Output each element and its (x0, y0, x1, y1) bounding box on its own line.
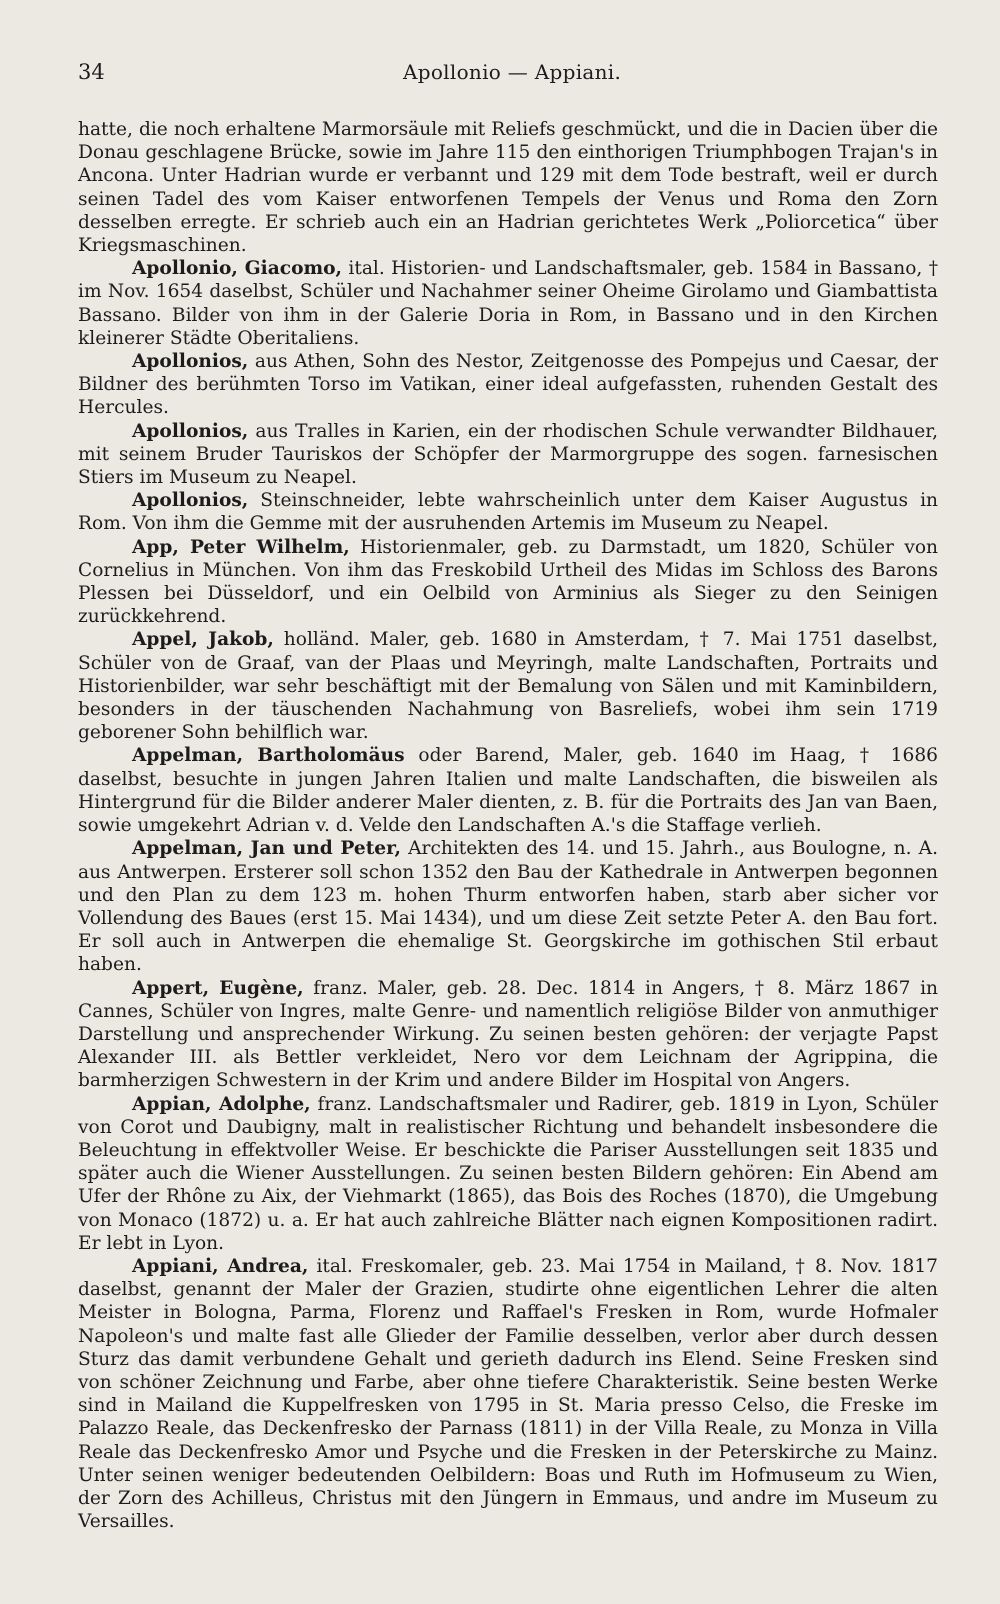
entry-headword: Apollonios, (132, 351, 249, 373)
entry-headword: Appiani, Andrea, (132, 1255, 309, 1277)
entry-apollonios-steinschneider (78, 489, 938, 535)
entry-text: oder Barend, Maler, geb. 1640 im Haag, † 1686 daselbst, besuchte in jungen Jahren Italien und malte Landschaften, die bisweilen als Hintergrund für die Bilder anderer Maler dienten, z. B. für die Portraits des Jan van Baen, sowie umgekehrt Adrian v. d. Velde den Landschaften A.'s die Staffage verlieh. (78, 745, 938, 837)
page-number: 34 (78, 60, 105, 84)
entry-apollonios-tralles (78, 420, 938, 490)
entry-headword: Appian, Adolphe, (132, 1093, 311, 1115)
entry-text: ital. Historien- und Landschaftsmaler, geb. 1584 in Bassano, † im Nov. 1654 daselbst, Schüler und Nachahmer seiner Oheime Girolamo und Giambattista Bassano. Bilder von ihm in der Galerie Doria in Rom, in Bassano und in den Kirchen kleinerer Städte Oberitaliens. (78, 258, 938, 349)
entry-headword: Appel, Jakob, (132, 629, 274, 651)
entry-headword: Appert, Eugène, (132, 977, 304, 999)
entry-text: Historienmaler, geb. zu Darmstadt, um 1820, Schüler von Cornelius in München. Von ihm das Freskobild Urtheil des Midas im Schloss des Barons Plessen bei Düsseldorf, und ein Oelbild von Arminius als Sieger zu den Seinigen zurückkehrend. (78, 536, 938, 628)
entry-headword: Apollonio, Giacomo, (132, 258, 343, 280)
entry-apollonio-giacomo (78, 257, 938, 350)
entry-text: holländ. Maler, geb. 1680 in Amsterdam, † 7. Mai 1751 daselbst, Schüler von de Graaf, van der Plaas und Meyringh, malte Landschaften, Portraits und Historienbilder, war sehr beschäftigt mit der Bemalung von Sälen und mit Kaminbildern, besonders in der täuschenden Nachahmung von Basreliefs, wobei ihm sein 1719 geborener Sohn behilflich war. (78, 629, 938, 744)
entry-text: Architekten des 14. und 15. Jahrh., aus Boulogne, n. A. aus Antwerpen. Ersterer soll schon 1352 den Bau der Kathedrale in Antwerpen begonnen und den Plan zu dem 123 m. hohen Thurm entworfen haben, starb aber sicher vor Vollendung des Baues (erst 15. Mai 1434), und um diese Zeit setzte Peter A. den Bau fort. Er soll auch in Antwerpen die ehemalige St. Georgskirche im gothischen Stil erbaut haben. (78, 838, 938, 976)
entry-text: franz. Landschaftsmaler und Radirer, geb. 1819 in Lyon, Schüler von Corot und Daubigny, malt in realistischer Richtung und behandelt insbesondere die Beleuchtung in effektvoller Weise. Er beschickte die Pariser Ausstellungen seit 1835 und später auch die Wiener Ausstellungen. Zu seinen besten Bildern gehören: Ein Abend am Ufer der Rhône zu Aix, der Viehmarkt (1865), das Bois des Roches (1870), die Umgebung von Monaco (1872) u. a. Er hat auch zahlreiche Blätter nach eignen Kompositionen radirt. Er lebt in Lyon. (78, 1093, 938, 1254)
entry-headword: Apollonios, (132, 420, 249, 442)
entry-headword: Appelman, Bartholomäus (132, 745, 405, 767)
entry-headword: Apollonios, (132, 490, 249, 512)
entry-text: Steinschneider, lebte wahrscheinlich unter dem Kaiser Augustus in Rom. Von ihm die Gemme mit der ausruhenden Artemis im Museum zu Neapel. (78, 490, 938, 535)
entry-appelman-jan-peter (78, 837, 938, 976)
entry-appert-eugene (78, 977, 938, 1093)
dictionary-entries (78, 118, 938, 1533)
entry-continuation (78, 118, 938, 257)
entry-text: hatte, die noch erhaltene Marmorsäule mit Reliefs geschmückt, und die in Dacien über die Donau geschlagene Brücke, sowie im Jahre 115 den einthorigen Triumphbogen Trajan's in Ancona. Unter Hadrian wurde er verbannt und 129 mit dem Tode bestraft, weil er durch seinen Tadel des vom Kaiser entworfenen Tempels der Venus und Roma den Zorn desselben erregte. Er schrieb auch ein an Hadrian gerichtetes Werk „Poliorcetica“ über Kriegsmaschinen. (78, 119, 938, 257)
entry-apollonios-athen (78, 350, 938, 420)
entry-text: aus Athen, Sohn des Nestor, Zeitgenosse des Pompejus und Caesar, der Bildner des berühmten Torso im Vatikan, einer ideal aufgefassten, ruhenden Gestalt des Hercules. (78, 351, 938, 419)
entry-text: aus Tralles in Karien, ein der rhodischen Schule verwandter Bildhauer, mit seinem Bruder Tauriskos der Schöpfer der Marmorgruppe des sogen. farnesischen Stiers im Museum zu Neapel. (78, 420, 938, 489)
entry-text: ital. Freskomaler, geb. 23. Mai 1754 in Mailand, † 8. Nov. 1817 daselbst, genannt der Maler der Grazien, studirte ohne eigentlichen Lehrer die alten Meister in Bologna, Parma, Florenz und Raffael's Fresken in Rom, wurde Hofmaler Napoleon's und malte fast alle Glieder der Familie desselben, verlor aber durch dessen Sturz das damit verbundene Gehalt und gerieth dadurch ins Elend. Seine Fresken sind von schöner Zeichnung und Farbe, aber ohne tiefere Charakteristik. Seine besten Werke sind in Mailand die Kuppelfresken von 1795 in St. Maria presso Celso, die Freske im Palazzo Reale, das Deckenfresko der Parnass (1811) in der Villa Reale, zu Monza in Villa Reale das Deckenfresko Amor und Psyche und die Fresken in der Peterskirche zu Mainz. Unter seinen weniger bedeutenden Oelbildern: Boas und Ruth im Hofmuseum zu Wien, der Zorn des Achilleus, Christus mit den Jüngern in Emmaus, und andre im Museum zu Versailles. (78, 1255, 938, 1533)
page-header (78, 60, 938, 96)
entry-appel-jakob (78, 628, 938, 744)
entry-text: franz. Maler, geb. 28. Dec. 1814 in Angers, † 8. März 1867 in Cannes, Schüler von Ingres, malte Genre- und namentlich religiöse Bilder von anmuthiger Darstellung und ansprechender Wirkung. Zu seinen besten gehören: der verjagte Papst Alexander III. als Bettler verkleidet, Nero vor dem Leichnam der Agrippina, die barmherzigen Schwestern in der Krim und andere Bilder im Hospital von Angers. (78, 977, 938, 1092)
entry-appian-adolphe (78, 1093, 938, 1255)
entry-headword: App, Peter Wilhelm, (132, 536, 350, 558)
running-head: Apollonio — Appiani. (403, 60, 622, 84)
entry-appelman-bartholomaeus (78, 744, 938, 837)
entry-app-peter-wilhelm (78, 536, 938, 629)
entry-headword: Appelman, Jan und Peter, (132, 838, 402, 860)
entry-appiani-andrea (78, 1255, 938, 1533)
